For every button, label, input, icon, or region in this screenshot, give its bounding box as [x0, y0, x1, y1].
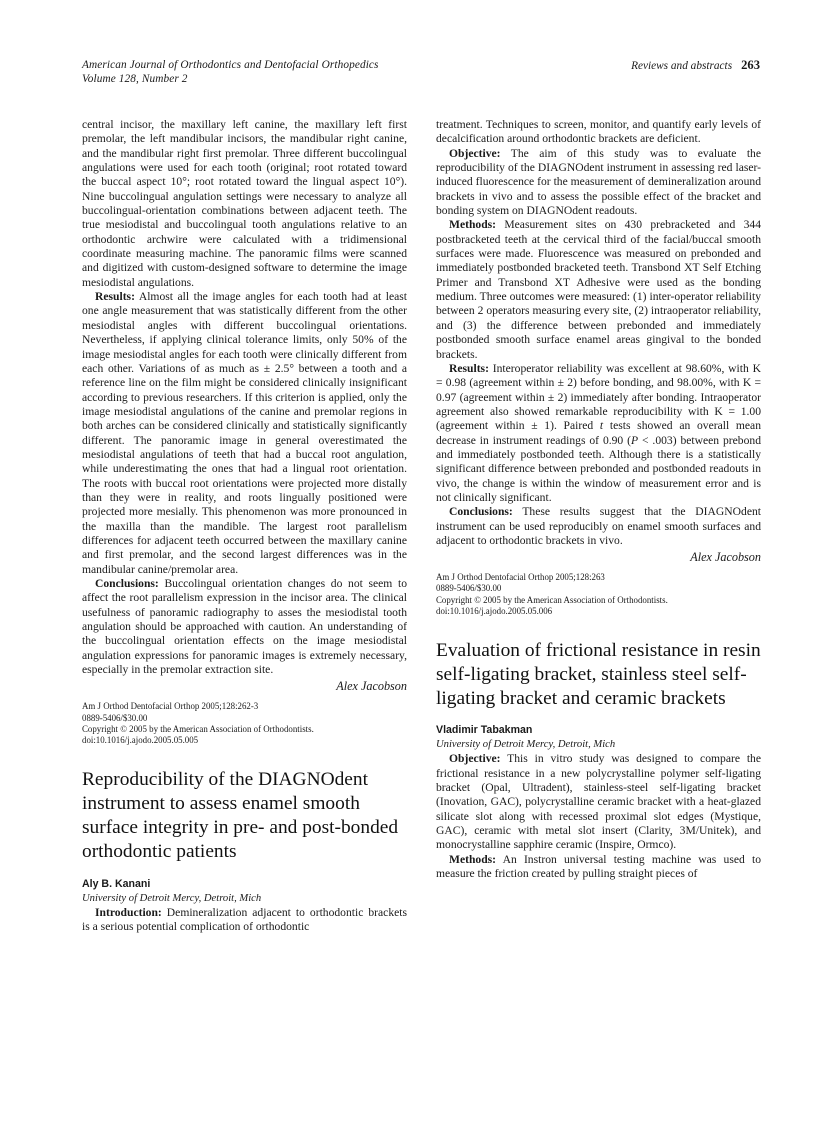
methods-text: Measurement sites on 430 prebracketed and 344 postbracketed teeth at the cervical third of the facial/buccal smooth surfaces were made. Fluorescence was measured on prebonded and immediately postbonded bracketed teeth. Transbond XT Self Etching Primer and Transbond XT Adhesive were used as the bonding medium. Three outcomes were measured: (1) inter-operator reliability between 2 operators measuring every site, (2) intraoperator reliability, and (3) the difference between prebonded and immediately postbonded smooth surface enamel areas gingival to the bonded brackets.: [436, 218, 761, 361]
article-author: Aly B. Kanani: [82, 877, 151, 890]
paragraph-results: [436, 362, 761, 505]
paragraph-results: [82, 290, 407, 577]
journal-identifier: [82, 58, 379, 86]
citation-reference: Am J Orthod Dentofacial Orthop 2005;128:262-3: [82, 701, 259, 712]
conclusions-text: Buccolingual orientation changes do not seem to affect the root parallelism expression in the incisor area. The clinical usefulness of panoramic radiography to asses the mesiodistal tooth angulation should be approached with caution. An understanding of the buccolingual orientation effects on the image mesiodistal angulation expressions for panoramic images is extremely necessary, especially in the premolar extraction site.: [82, 577, 407, 677]
paragraph-introduction: [82, 906, 407, 935]
paragraph-methods: [436, 218, 761, 361]
page-number: 263: [741, 58, 760, 72]
paragraph-conclusions: [436, 505, 761, 548]
results-statistic-t: t: [599, 419, 604, 433]
abstract-author-signature: Alex Jacobson: [336, 679, 407, 694]
citation-copyright: Copyright © 2005 by the American Association of Orthodontists.: [82, 723, 314, 734]
left-column: [82, 118, 407, 934]
citation-doi: doi:10.1016/j.ajodo.2005.05.005: [82, 734, 199, 745]
paragraph-conclusions: [82, 577, 407, 677]
results-label: Results:: [95, 290, 135, 304]
citation-reference: Am J Orthod Dentofacial Orthop 2005;128:263: [436, 572, 605, 583]
results-label: Results:: [449, 361, 489, 375]
article-author: Vladimir Tabakman: [436, 724, 533, 737]
article-title: Evaluation of frictional resistance in resin self-ligating bracket, stainless steel self-ligating bracket and ceramic brackets: [436, 639, 761, 710]
citation-block: [436, 572, 761, 616]
methods-label: Methods:: [449, 852, 497, 866]
objective-label: Objective:: [449, 146, 501, 160]
paragraph-continued: treatment. Techniques to screen, monitor, and quantify early levels of decalcification around orthodontic brackets are deficient.: [436, 118, 761, 146]
paragraph-objective: [436, 752, 761, 852]
objective-text: This in vitro study was designed to compare the frictional resistance in a new polycrystalline polymer self-ligating bracket (Opal, Ultradent), stainless-steel self-ligating bracket (Inovation, GAC), polycrystalline ceramic bracket with a heat-glazed silicate slot along with recessed proximal slot edges (Mystique, GAC), ceramic with metal slot insert (Clarity, 3M/Unitek), and monocrystalline sapphire ceramic (Inspire, Ormco).: [436, 752, 761, 852]
citation-doi: doi:10.1016/j.ajodo.2005.05.006: [436, 605, 553, 616]
introduction-label: Introduction:: [95, 905, 162, 919]
results-text-c: < .003) between prebond and immediately postbonded teeth. Although there is a statistically significant difference between prebonded and postbonded readouts in vivo, the change is within the window of measurement error and is not clinically significant.: [436, 433, 761, 504]
results-text-b: tests showed an overall mean decrease in instrument readings of 0.90 (: [436, 419, 761, 447]
running-head: [82, 58, 760, 86]
paragraph-methods: [436, 853, 761, 882]
introduction-text: Demineralization adjacent to orthodontic brackets is a serious potential complication of orthodontic: [82, 905, 407, 933]
methods-label: Methods:: [449, 218, 497, 232]
section-title: Reviews and abstracts: [631, 60, 733, 72]
running-head-right: [631, 58, 760, 73]
paragraph-continued: central incisor, the maxillary left canine, the maxillary left first premolar, the left mandibular incisors, the mandibular right canine, and the mandibular right first premolar. Three different buccolingual angulations were used for each tooth (original; root rotated toward the buccal aspect 10°; root rotated toward the lingual aspect 10°). Nine buccolingual angulation settings were necessary to analyze all buccolingual-orientation combinations between adjacent teeth. The true mesiodistal and buccolingual tooth angulations relative to an orthodontic archwire were calculated with a tridimensional coordinate measuring machine. The panoramic films were scanned and digitized with custom-designed software to determine the image mesiodistal angulations.: [82, 118, 407, 289]
objective-label: Objective:: [449, 752, 501, 766]
results-text: Almost all the image angles for each tooth had at least one angle measurement that was statistically different from the other mesiodistal angles with different buccolingual orientations. Nevertheless, if applying clinical tolerance limits, only 50% of the image mesiodistal angles for each tooth were clinically different from each other. Variations of as much as ± 2.5° between a tooth and a reference line on the film might be considered clinically insignificant according to previous researchers. If this criterion is applied, only the image mesiodistal angulations of the canine and premolar regions in both arches can be considered clinically and statistically significantly different. The panoramic image in general overestimated the mesiodistal angulations of teeth that had a buccal root angulation, while underestimating the ones that had a lingual root orientation. The roots with buccal root orientations were projected more distally than they were in reality, and roots lingually positioned were projected more mesially. This phenomenon was more pronounced in the maxilla than the mandible. The largest root parallelism differences for adjacent teeth occurred between the maxillary canine and first premolar, and the second largest differences was in the mandibular canine/premolar area.: [82, 290, 407, 576]
citation-issn-price: 0889-5406/$30.00: [82, 712, 148, 723]
journal-volume-issue: Volume 128, Number 2: [82, 73, 188, 85]
article-title: Reproducibility of the DIAGNOdent instrument to assess enamel smooth surface integrity in pre- and post-bonded orthodontic patients: [82, 768, 399, 863]
article-affiliation: University of Detroit Mercy, Detroit, Mich: [436, 739, 616, 751]
citation-copyright: Copyright © 2005 by the American Association of Orthodontists.: [436, 594, 668, 605]
objective-text: The aim of this study was to evaluate the reproducibility of the DIAGNOdent instrument in assessing red laser-induced fluorescence for the measurement of demineralization around brackets in vivo and to assess the possible effect of the bracket and bonding system on DIAGNOdent readouts.: [436, 146, 761, 218]
journal-name: American Journal of Orthodontics and Dentofacial Orthopedics: [82, 59, 379, 71]
conclusions-text: These results suggest that the DIAGNOdent instrument can be used reproducibly on enamel smooth surfaces and adjacent to orthodontic brackets in vivo.: [436, 505, 761, 547]
conclusions-label: Conclusions:: [95, 577, 159, 590]
right-column: [436, 118, 761, 881]
conclusions-label: Conclusions:: [449, 505, 513, 519]
abstract-author-signature: Alex Jacobson: [690, 550, 761, 565]
citation-issn-price: 0889-5406/$30.00: [436, 583, 502, 594]
methods-text: An Instron universal testing machine was used to measure the friction created by pulling straight pieces of: [436, 852, 761, 881]
paragraph-objective: [436, 147, 761, 219]
article-affiliation: University of Detroit Mercy, Detroit, Mich: [82, 892, 262, 904]
results-text-a: Interoperator reliability was excellent at 98.60%, with K = 0.98 (agreement within ± 2) before bonding, and 98.00%, with K = 0.97 (agreement within ± 2) immediately after bonding. Intraoperator agreement also showed remarkable reproducibility with K = 1.00 (agreement within ± 1). Paired: [436, 361, 761, 433]
citation-block: [82, 701, 407, 745]
results-statistic-p: P: [631, 433, 639, 447]
